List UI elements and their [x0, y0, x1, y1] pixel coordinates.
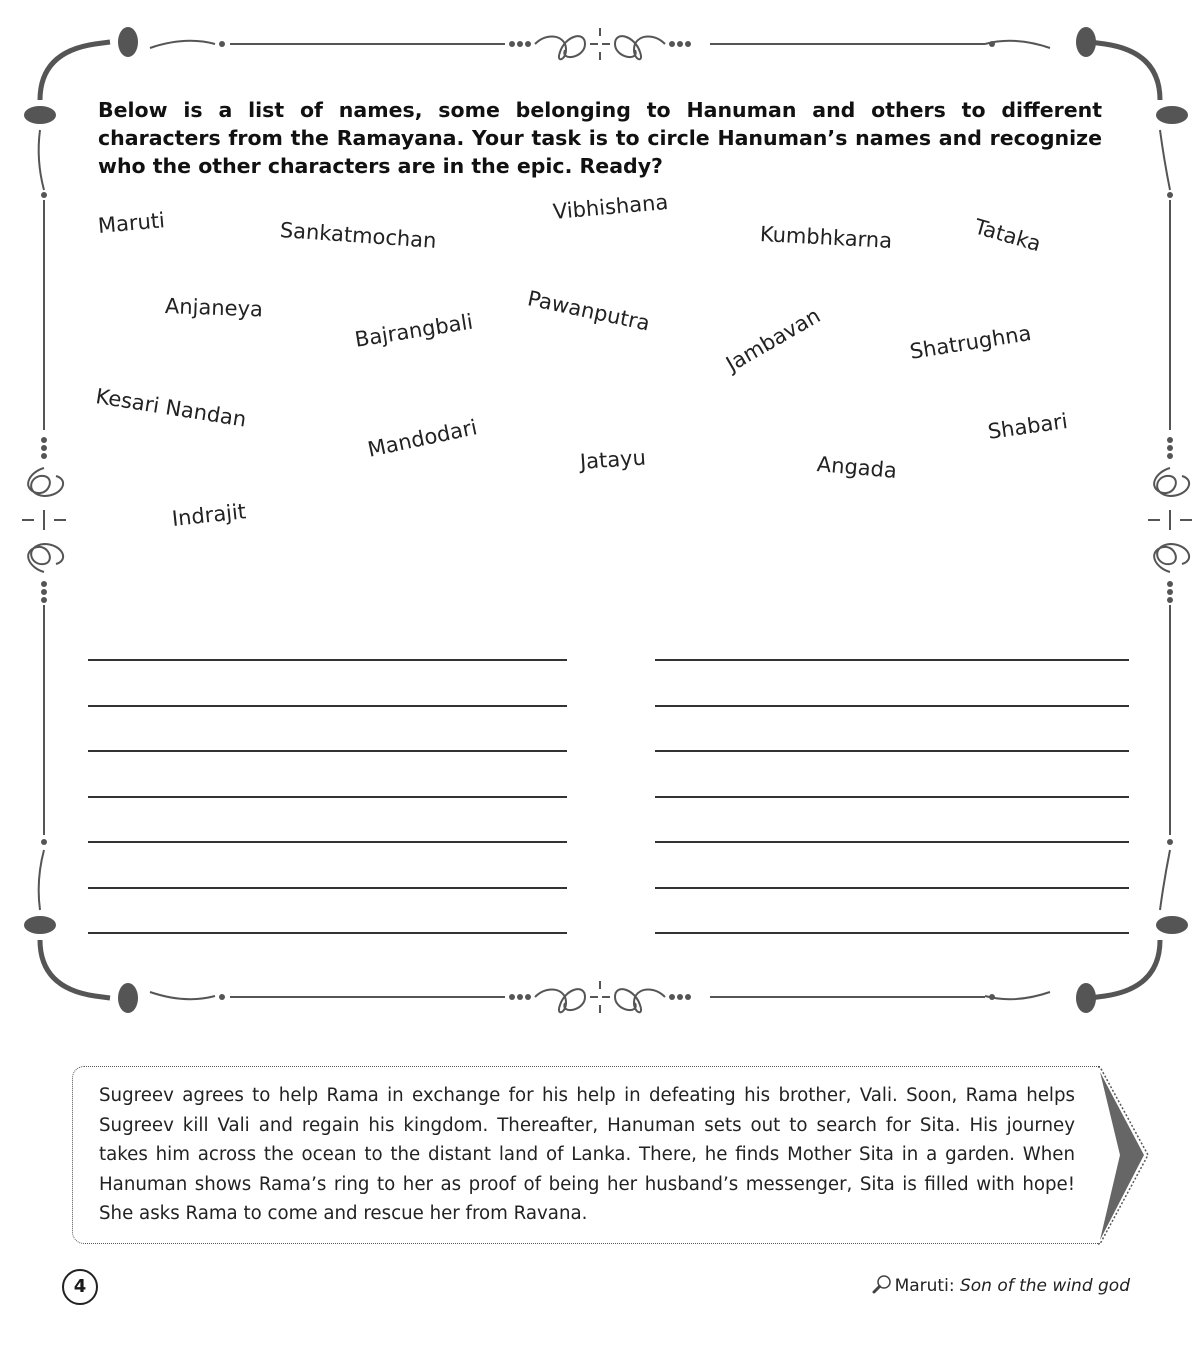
name-jatayu[interactable]: Jatayu	[579, 445, 647, 474]
answer-line-right[interactable]	[655, 796, 1129, 798]
answer-line-left[interactable]	[88, 887, 567, 889]
name-pawanputra[interactable]: Pawanputra	[525, 286, 653, 336]
name-indrajit[interactable]: Indrajit	[170, 499, 248, 531]
answer-line-left[interactable]	[88, 932, 567, 934]
answer-line-right[interactable]	[655, 932, 1129, 934]
name-angada[interactable]: Angada	[815, 452, 898, 483]
answer-line-left[interactable]	[88, 841, 567, 843]
name-mandodari[interactable]: Mandodari	[365, 415, 480, 462]
name-maruti[interactable]: Maruti	[96, 208, 166, 238]
name-shabari[interactable]: Shabari	[986, 408, 1070, 444]
footnote-definition: Son of the wind god	[959, 1276, 1130, 1296]
name-jambavan[interactable]: Jambavan	[722, 303, 825, 377]
story-arrow-icon	[1096, 1064, 1152, 1248]
name-tataka[interactable]: Tataka	[971, 214, 1044, 257]
answer-line-right[interactable]	[655, 659, 1129, 661]
footnote-term: Maruti:	[894, 1276, 955, 1296]
answer-line-right[interactable]	[655, 841, 1129, 843]
name-kesari-nandan[interactable]: Kesari Nandan	[94, 384, 249, 432]
name-vibhishana[interactable]: Vibhishana	[551, 189, 670, 224]
footnote	[872, 1274, 1130, 1296]
answer-line-left[interactable]	[88, 750, 567, 752]
page-number: 4	[62, 1269, 98, 1305]
answer-line-right[interactable]	[655, 750, 1129, 752]
answer-line-left[interactable]	[88, 796, 567, 798]
name-bajrangbali[interactable]: Bajrangbali	[353, 309, 475, 352]
name-sankatmochan[interactable]: Sankatmochan	[279, 218, 438, 253]
magnifier-icon	[872, 1274, 892, 1294]
name-anjaneya[interactable]: Anjaneya	[164, 294, 264, 322]
answer-line-right[interactable]	[655, 887, 1129, 889]
name-shatrughna[interactable]: Shatrughna	[908, 320, 1033, 364]
answer-line-right[interactable]	[655, 705, 1129, 707]
name-kumbhkarna[interactable]: Kumbhkarna	[759, 222, 893, 253]
story-box	[72, 1066, 1100, 1244]
story-text: Sugreev agrees to help Rama in exchange for his help in defeating his brother, Vali. Soon, Rama helps Sugreev kill Vali and regain his kingdom. Thereafter, Hanuman sets out to search for Sita. His journey takes him across the ocean to the distant land of Lanka. There, he finds Mother Sita in a garden. When Hanuman shows Rama’s ring to her as proof of being her husband’s messenger, Sita is filled with hope! She asks Rama to come and rescue her from Ravana.	[99, 1085, 1075, 1224]
answer-line-left[interactable]	[88, 659, 567, 661]
instructions-text: Below is a list of names, some belonging to Hanuman and others to different characters from the Ramayana. Your task is to circle Hanuman’s names and recognize who the other characters are in the epic. Ready?	[98, 98, 1102, 178]
answer-line-left[interactable]	[88, 705, 567, 707]
